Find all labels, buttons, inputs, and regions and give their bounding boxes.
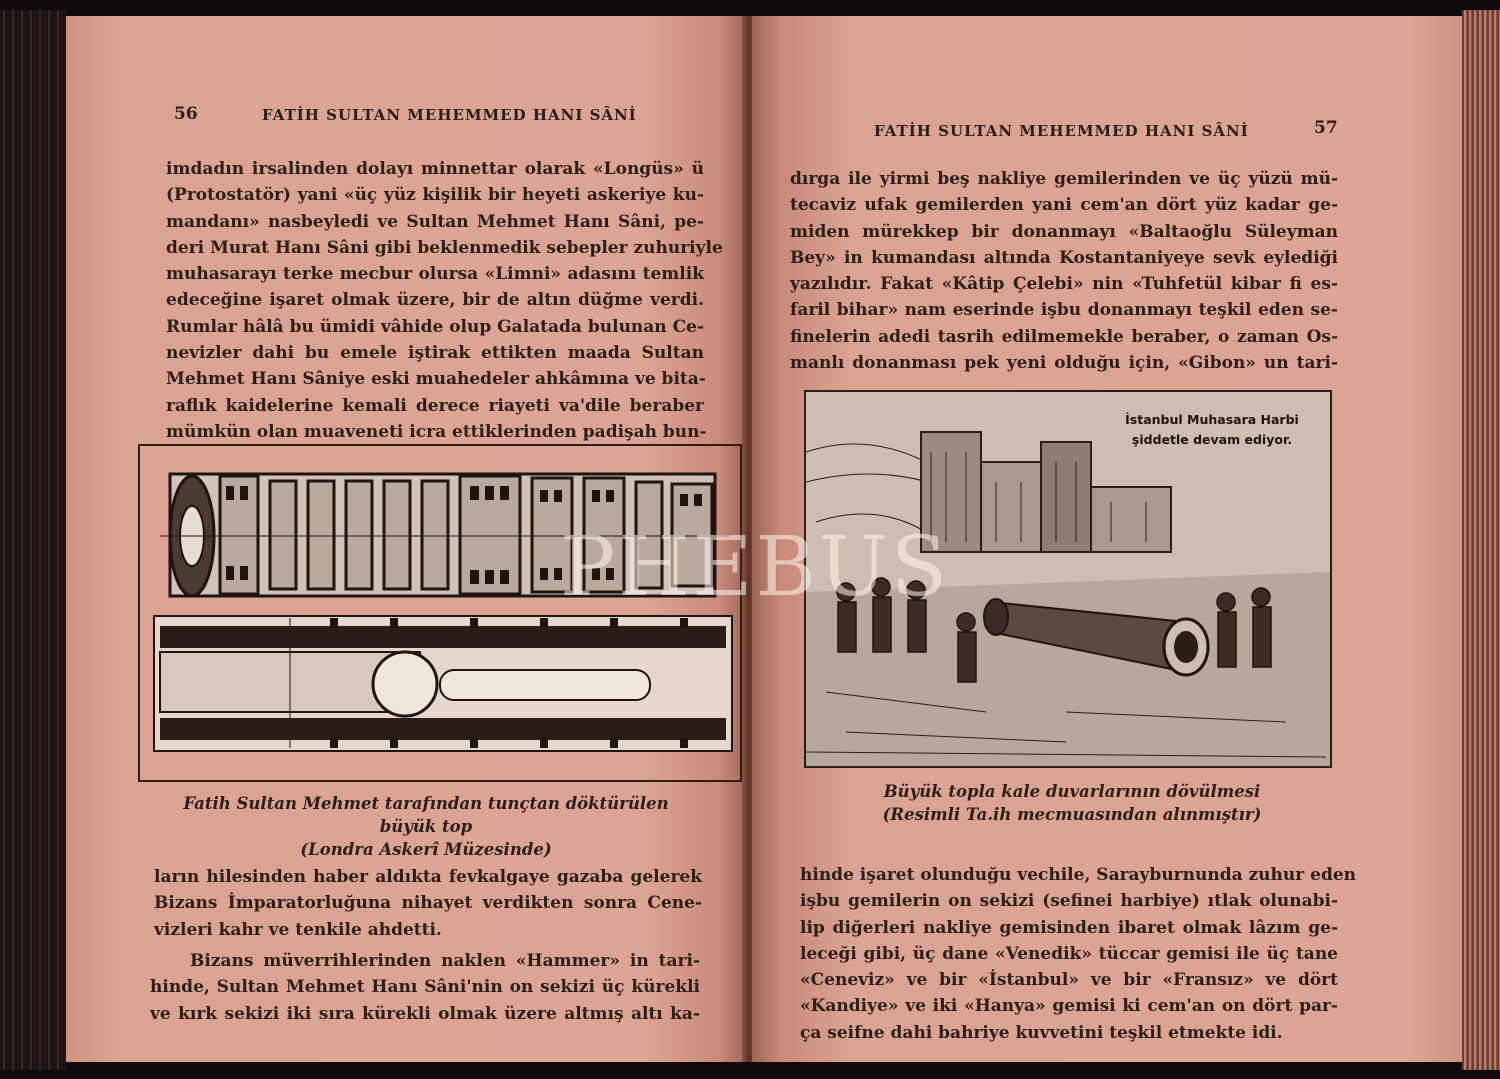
text-line: faril bihar» nam eserinde işbu donanmayı teşkil eden se- xyxy=(790,300,1338,321)
text-line: Bey» in kumandası altında Kostantaniyeye sevk eylediği xyxy=(790,247,1338,268)
siege-illustration-figure xyxy=(804,390,1332,768)
paragraph-top xyxy=(790,166,1338,376)
castle-walls xyxy=(921,432,1171,552)
text-line: lip diğerleri nakliye gemisinden ibaret olmak lâzım ge- xyxy=(800,917,1338,938)
page-number: 57 xyxy=(1314,118,1338,138)
text-line: miden mürekkep bir donanmayı «Baltaoğlu Süleyman xyxy=(790,221,1338,242)
text-line: deri Murat Hanı Sâni gibi beklenmedik sebepler zuhuriyle xyxy=(166,237,723,258)
text-line: «Kandiye» ve iki «Hanya» gemisi ki cem'an on dört par- xyxy=(800,996,1338,1017)
paragraph-bottom xyxy=(154,864,702,943)
watermark: PHEBUS xyxy=(560,520,951,615)
text-line: işbu gemilerin on sekizi (sefinei harbiye) ıtlak olunabi- xyxy=(800,891,1338,912)
illustration-title-line: İstanbul Muhasara Harbi xyxy=(1125,412,1299,427)
text-line: nevizler dahi bu emele iştirak ettikten maada Sultan xyxy=(166,343,704,364)
paragraph-top xyxy=(166,156,723,445)
caption-line: Büyük topla kale duvarlarının dövülmesi xyxy=(883,782,1261,801)
text-line: dırga ile yirmi beş nakliye gemilerinden ve üç yüzü mü- xyxy=(790,169,1338,189)
illustration-title-line: şiddetle devam ediyor. xyxy=(1131,432,1293,447)
illustration-title xyxy=(1102,410,1322,450)
text-line: ça seifne dahi bahriye kuvvetini teşkil etmekte idi. xyxy=(800,1022,1283,1043)
text-line: vizleri kahr ve tenkile ahdetti. xyxy=(154,919,442,940)
paragraph-second xyxy=(150,948,700,1027)
book-shadow-bottom xyxy=(0,1062,1500,1079)
text-line: ve kırk sekizi iki sıra kürekli olmak üzere altmış altı ka- xyxy=(150,1003,700,1024)
text-line: mandanı» nasbeyledi ve Sultan Mehmet Hanı Sâni, pe- xyxy=(166,211,704,232)
text-line: ların hilesinden haber aldıkta fevkalgaye gazaba gelerek xyxy=(154,867,702,887)
text-line: manlı donanması pek yeni olduğu için, «Gibon» un tari- xyxy=(790,353,1338,374)
caption-line: (Resimli Ta.ih mecmuasından alınmıştır) xyxy=(882,805,1262,824)
text-line: Bizans müverrihlerinden naklen «Hammer» in tari- xyxy=(190,951,700,971)
cannon-section-view xyxy=(154,616,732,751)
text-line: Rumlar hâlâ bu ümidi vâhide olup Galatada bulunan Ce- xyxy=(166,316,704,337)
text-line: mümkün olan muaveneti icra ettiklerinden padişah bun- xyxy=(166,421,707,442)
text-line: hinde, Sultan Mehmet Hanı Sâni'nin on sekizi üç kürekli xyxy=(150,977,700,998)
running-header: FATİH SULTAN MEHEMMED HANI SÂNİ xyxy=(262,106,637,124)
caption-line: büyük top xyxy=(379,817,473,836)
book-page-edges-right xyxy=(1462,10,1500,1070)
text-line: Bizans İmparatorluğuna nihayet verdikten sonra Cene- xyxy=(154,893,702,914)
running-header: FATİH SULTAN MEHEMMED HANI SÂNİ xyxy=(874,122,1249,140)
page-number: 56 xyxy=(174,104,198,124)
text-line: hinde işaret olunduğu vechile, Sarayburnunda zuhur eden xyxy=(800,865,1357,885)
cannon-illustration xyxy=(140,446,740,780)
left-page xyxy=(66,16,746,1062)
text-line: tecaviz ufak gemilerden yani cem'an dört yüz kadar ge- xyxy=(790,195,1338,216)
text-line: finelerin adedi tasrih edilmemekle beraber, o zaman Os- xyxy=(790,326,1338,347)
text-line: «Ceneviz» ve bir «İstanbul» ve bir «Fransız» ve dört xyxy=(800,970,1338,991)
paragraph-bottom xyxy=(800,862,1357,1046)
text-line: Mehmet Hanı Sâniye eski muahedeler ahkâmına ve bita- xyxy=(166,369,706,390)
text-line: (Protostatör) yani «üç yüz kişilik bir heyeti askeriye ku- xyxy=(166,185,704,206)
figure-caption xyxy=(166,792,686,861)
cannon-exterior-view xyxy=(160,474,730,596)
figure-caption xyxy=(812,780,1332,826)
text-line: muhasarayı terke mecbur olursa «Limni» adasını temlik xyxy=(166,264,704,285)
caption-line: Fatih Sultan Mehmet tarafından tunçtan döktürülen xyxy=(183,794,669,813)
text-line: edeceğine işaret olmak üzere, bir de altın düğme verdi. xyxy=(166,290,704,311)
text-line: imdadın irsalinden dolayı minnettar olarak «Longüs» ü xyxy=(166,159,704,179)
text-line: yazılıdır. Fakat «Kâtip Çelebi» nin «Tuhfetül kibar fi es- xyxy=(790,274,1338,295)
book-cover-edge-left xyxy=(0,10,66,1070)
text-line: leceği gibi, üç dane «Venedik» tüccar gemisi ile üç tane xyxy=(800,943,1338,964)
cannon-diagram-figure xyxy=(138,444,742,782)
right-page xyxy=(752,16,1462,1062)
caption-line: (Londra Askerî Müzesinde) xyxy=(300,840,552,859)
text-line: raflık kaidelerine kemali derece riayeti va'dile beraber xyxy=(166,395,704,416)
